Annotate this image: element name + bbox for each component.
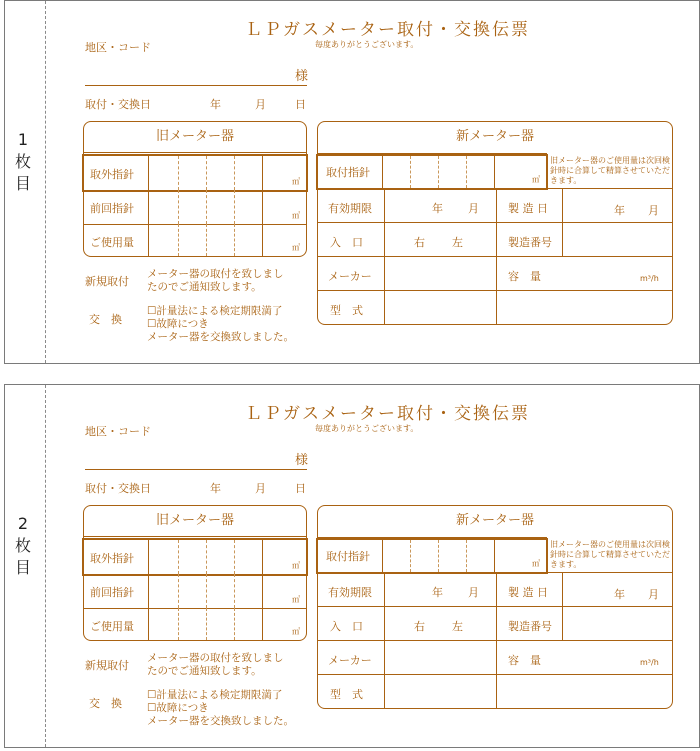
capacity-label: 容 量 (508, 270, 541, 283)
cubic-meter-unit: ㎥ (292, 177, 300, 186)
divider (148, 540, 149, 574)
digit-divider (234, 156, 235, 190)
divider (148, 190, 149, 224)
old-meter-header: 旧メーター器 (84, 122, 306, 153)
mfg-date-label: 製 造 日 (508, 586, 548, 599)
old-meter-row-previous (84, 190, 306, 225)
divider (318, 188, 672, 189)
divider (318, 606, 672, 607)
digit-divider (178, 156, 179, 190)
customer-name-line (85, 469, 307, 470)
new-meter-reading-row (316, 154, 548, 190)
old-meter-row-label: 前回指針 (90, 202, 134, 215)
exchange-label: 交 換 (89, 313, 122, 326)
digit-divider (178, 574, 179, 608)
new-meter-reading-label: 取付指針 (326, 166, 370, 179)
form-sheet-1 (4, 0, 700, 364)
digit-divider (234, 608, 235, 640)
digit-divider (234, 540, 235, 574)
new-meter-note: 旧メーター器のご使用量は次回検針時に合算して精算させていただきます。 (550, 540, 670, 569)
old-meter-row-previous (84, 574, 306, 609)
digit-divider (234, 224, 235, 256)
divider (494, 540, 495, 572)
new-install-text-2: たのでご通知致します。 (147, 665, 262, 677)
exchange-option-failure: ☐故障につき (147, 318, 209, 330)
new-meter-header: 新メーター器 (455, 513, 534, 528)
divider (148, 156, 149, 190)
form-title: ＬＰガスメーター取付・交換伝票 (245, 20, 530, 40)
new-meter-box (317, 505, 673, 709)
serial-label: 製造番号 (508, 620, 552, 633)
perforation-line (45, 385, 46, 747)
digit-divider (438, 156, 439, 188)
expiry-month: 月 (468, 202, 479, 215)
capacity-unit: m³/h (640, 658, 659, 667)
old-meter-row-label: ご使用量 (90, 620, 134, 633)
old-meter-row-removal (82, 538, 308, 576)
divider (318, 640, 672, 641)
digit-divider (178, 190, 179, 224)
digit-divider (410, 156, 411, 188)
divider (262, 156, 263, 190)
entry-left: 左 (452, 236, 463, 249)
old-meter-row-label: 前回指針 (90, 586, 134, 599)
divider (384, 572, 385, 708)
date-label: 取付・交換日 (85, 482, 151, 495)
entry-right: 右 (414, 620, 425, 633)
divider (318, 290, 672, 291)
cubic-meter-unit: ㎥ (292, 561, 300, 570)
area-code-label: 地区・コード (85, 41, 151, 54)
digit-divider (178, 608, 179, 640)
old-meter-header: 旧メーター器 (84, 506, 306, 537)
new-install-text-2: たのでご通知致します。 (147, 281, 262, 293)
divider (384, 188, 385, 324)
old-meter-box (83, 505, 307, 641)
divider (262, 608, 263, 640)
capacity-unit: m³/h (640, 274, 659, 283)
divider (262, 574, 263, 608)
divider (262, 190, 263, 224)
digit-divider (410, 540, 411, 572)
digit-divider (206, 540, 207, 574)
cubic-meter-unit: ㎥ (292, 595, 300, 604)
new-meter-box (317, 121, 673, 325)
sheet-kanji-mai: 枚 (14, 536, 31, 555)
divider (318, 256, 672, 257)
digit-divider (178, 540, 179, 574)
serial-label: 製造番号 (508, 236, 552, 249)
divider (318, 674, 672, 675)
maker-label: メーカー (328, 654, 372, 667)
divider (148, 574, 149, 608)
entry-right: 右 (414, 236, 425, 249)
divider (494, 156, 495, 188)
sheet-number: 2 (17, 514, 29, 533)
date-month-label: 月 (255, 482, 266, 495)
divider (148, 608, 149, 640)
old-meter-row-usage (84, 224, 306, 256)
capacity-label: 容 量 (508, 654, 541, 667)
cubic-meter-unit: ㎥ (292, 243, 300, 252)
mfg-month: 月 (648, 588, 659, 601)
expiry-year: 年 (432, 586, 443, 599)
old-meter-row-label: 取外指針 (90, 168, 134, 181)
mfg-year: 年 (614, 588, 625, 601)
maker-label: メーカー (328, 270, 372, 283)
greeting-text: 毎度ありがとうございます。 (315, 40, 419, 49)
customer-name-line (85, 85, 307, 86)
date-year-label: 年 (210, 482, 221, 495)
digit-divider (206, 224, 207, 256)
sheet-kanji-me: 目 (14, 558, 31, 577)
sheet-number-label (5, 129, 41, 195)
exchange-option-expiry: ☐計量法による検定期限満了 (147, 689, 283, 701)
divider (262, 224, 263, 256)
date-label: 取付・交換日 (85, 98, 151, 111)
entry-left: 左 (452, 620, 463, 633)
sheet-kanji-mai: 枚 (14, 152, 31, 171)
exchange-label: 交 換 (89, 697, 122, 710)
old-meter-row-label: ご使用量 (90, 236, 134, 249)
new-install-text-1: メーター器の取付を致しまし (147, 268, 284, 280)
entry-label: 入 口 (330, 620, 363, 633)
divider (496, 572, 497, 708)
digit-divider (206, 574, 207, 608)
digit-divider (178, 224, 179, 256)
new-meter-header: 新メーター器 (455, 129, 534, 144)
mfg-year: 年 (614, 204, 625, 217)
cubic-meter-unit: ㎥ (532, 559, 540, 568)
divider (382, 156, 383, 188)
divider (562, 188, 563, 256)
date-month-label: 月 (255, 98, 266, 111)
customer-suffix: 様 (295, 453, 309, 468)
date-day-label: 日 (295, 98, 306, 111)
sheet-kanji-me: 目 (14, 174, 31, 193)
cubic-meter-unit: ㎥ (532, 175, 540, 184)
divider (496, 188, 497, 324)
cubic-meter-unit: ㎥ (292, 627, 300, 636)
exchange-text: メーター器を交換致しました。 (147, 331, 294, 343)
expiry-label: 有効期限 (328, 586, 372, 599)
cubic-meter-unit: ㎥ (292, 211, 300, 220)
date-day-label: 日 (295, 482, 306, 495)
sheet-number-label (5, 513, 41, 579)
model-label: 型 式 (330, 688, 363, 701)
exchange-option-failure: ☐故障につき (147, 702, 209, 714)
expiry-month: 月 (468, 586, 479, 599)
divider (546, 153, 547, 189)
new-install-text-1: メーター器の取付を致しまし (147, 652, 284, 664)
date-year-label: 年 (210, 98, 221, 111)
old-meter-box (83, 121, 307, 257)
digit-divider (206, 156, 207, 190)
area-code-label: 地区・コード (85, 425, 151, 438)
divider (148, 224, 149, 256)
form-sheet-2 (4, 384, 700, 748)
new-meter-note: 旧メーター器のご使用量は次回検針時に合算して精算させていただきます。 (550, 156, 670, 185)
new-install-label: 新規取付 (85, 275, 129, 288)
digit-divider (234, 574, 235, 608)
mfg-date-label: 製 造 日 (508, 202, 548, 215)
mfg-month: 月 (648, 204, 659, 217)
divider (382, 540, 383, 572)
expiry-year: 年 (432, 202, 443, 215)
new-meter-reading-row (316, 538, 548, 574)
form-title: ＬＰガスメーター取付・交換伝票 (245, 404, 530, 424)
divider (318, 572, 672, 573)
greeting-text: 毎度ありがとうございます。 (315, 424, 419, 433)
old-meter-row-label: 取外指針 (90, 552, 134, 565)
model-label: 型 式 (330, 304, 363, 317)
perforation-line (45, 1, 46, 363)
new-install-label: 新規取付 (85, 659, 129, 672)
digit-divider (438, 540, 439, 572)
old-meter-row-removal (82, 154, 308, 192)
digit-divider (466, 156, 467, 188)
sheet-number: 1 (17, 130, 29, 149)
divider (262, 540, 263, 574)
exchange-text: メーター器を交換致しました。 (147, 715, 294, 727)
divider (562, 572, 563, 640)
divider (318, 222, 672, 223)
digit-divider (206, 608, 207, 640)
digit-divider (234, 190, 235, 224)
customer-suffix: 様 (295, 69, 309, 84)
exchange-option-expiry: ☐計量法による検定期限満了 (147, 305, 283, 317)
digit-divider (466, 540, 467, 572)
digit-divider (206, 190, 207, 224)
new-meter-reading-label: 取付指針 (326, 550, 370, 563)
entry-label: 入 口 (330, 236, 363, 249)
expiry-label: 有効期限 (328, 202, 372, 215)
divider (546, 537, 547, 573)
old-meter-row-usage (84, 608, 306, 640)
